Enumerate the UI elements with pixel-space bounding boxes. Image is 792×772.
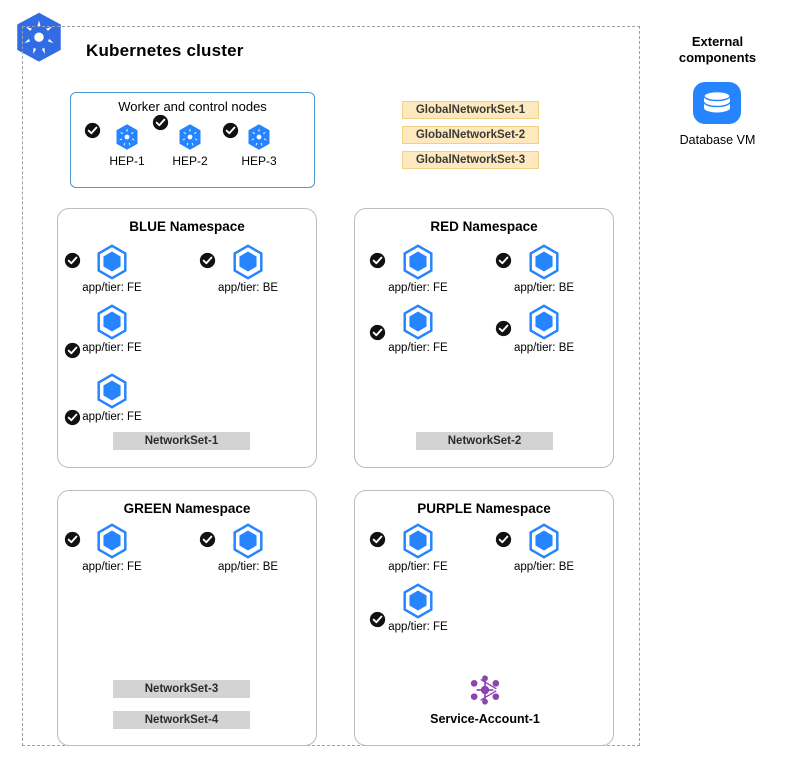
- namespace-title: GREEN Namespace: [123, 501, 251, 516]
- pod-label: app/tier: FE: [388, 621, 448, 633]
- external-components-title: [660, 34, 775, 66]
- cluster-title: Kubernetes cluster: [86, 41, 244, 60]
- pod-label: app/tier: FE: [388, 342, 448, 354]
- pod-icon: [399, 522, 437, 560]
- check-icon: [152, 114, 169, 131]
- kubernetes-node-icon: [112, 122, 142, 152]
- pod-icon: [525, 522, 563, 560]
- nodes-box-title: Worker and control nodes: [118, 99, 267, 114]
- check-icon: [495, 252, 512, 269]
- pod-label: app/tier: BE: [513, 561, 575, 573]
- check-icon: [64, 531, 81, 548]
- namespace-title: RED Namespace: [430, 219, 538, 234]
- database-vm-label: Database VM: [679, 133, 756, 147]
- node-label: HEP-1: [109, 154, 145, 168]
- pod-label: app/tier: BE: [513, 342, 575, 354]
- check-icon: [495, 320, 512, 337]
- check-icon: [64, 342, 81, 359]
- pod-icon: [525, 303, 563, 341]
- pod-icon: [93, 372, 131, 410]
- pod-icon: [93, 303, 131, 341]
- globalnetworkset-2[interactable]: GlobalNetworkSet-2: [402, 126, 539, 144]
- pod-label: app/tier: BE: [217, 561, 279, 573]
- pod-label: app/tier: FE: [82, 282, 142, 294]
- pod-icon: [93, 522, 131, 560]
- pod-label: app/tier: FE: [388, 282, 448, 294]
- kubernetes-node-icon: [175, 122, 205, 152]
- database-vm-icon: [691, 78, 743, 128]
- pod-icon: [399, 303, 437, 341]
- service-account-icon: [468, 675, 502, 705]
- pod-icon: [399, 243, 437, 281]
- namespace-title: PURPLE Namespace: [417, 501, 551, 516]
- check-icon: [64, 409, 81, 426]
- node-label: HEP-2: [172, 154, 208, 168]
- check-icon: [495, 531, 512, 548]
- globalnetworkset-3[interactable]: GlobalNetworkSet-3: [402, 151, 539, 169]
- external-title-line-1: External: [691, 34, 744, 49]
- external-title-line-2: components: [678, 50, 757, 65]
- networkset-2[interactable]: NetworkSet-2: [416, 432, 553, 450]
- pod-icon: [229, 522, 267, 560]
- check-icon: [84, 122, 101, 139]
- check-icon: [369, 324, 386, 341]
- node-label: HEP-3: [241, 154, 277, 168]
- check-icon: [369, 252, 386, 269]
- networkset-4[interactable]: NetworkSet-4: [113, 711, 250, 729]
- pod-icon: [399, 582, 437, 620]
- check-icon: [199, 531, 216, 548]
- pod-label: app/tier: BE: [513, 282, 575, 294]
- pod-icon: [525, 243, 563, 281]
- check-icon: [369, 531, 386, 548]
- kubernetes-node-icon: [244, 122, 274, 152]
- pod-label: app/tier: FE: [82, 561, 142, 573]
- globalnetworkset-1[interactable]: GlobalNetworkSet-1: [402, 101, 539, 119]
- check-icon: [199, 252, 216, 269]
- pod-icon: [229, 243, 267, 281]
- check-icon: [369, 611, 386, 628]
- pod-label: app/tier: FE: [82, 342, 142, 354]
- service-account-label: Service-Account-1: [430, 712, 540, 726]
- pod-label: app/tier: FE: [82, 411, 142, 423]
- check-icon: [222, 122, 239, 139]
- networkset-3[interactable]: NetworkSet-3: [113, 680, 250, 698]
- namespace-title: BLUE Namespace: [129, 219, 245, 234]
- networkset-1[interactable]: NetworkSet-1: [113, 432, 250, 450]
- pod-label: app/tier: BE: [217, 282, 279, 294]
- pod-label: app/tier: FE: [388, 561, 448, 573]
- pod-icon: [93, 243, 131, 281]
- check-icon: [64, 252, 81, 269]
